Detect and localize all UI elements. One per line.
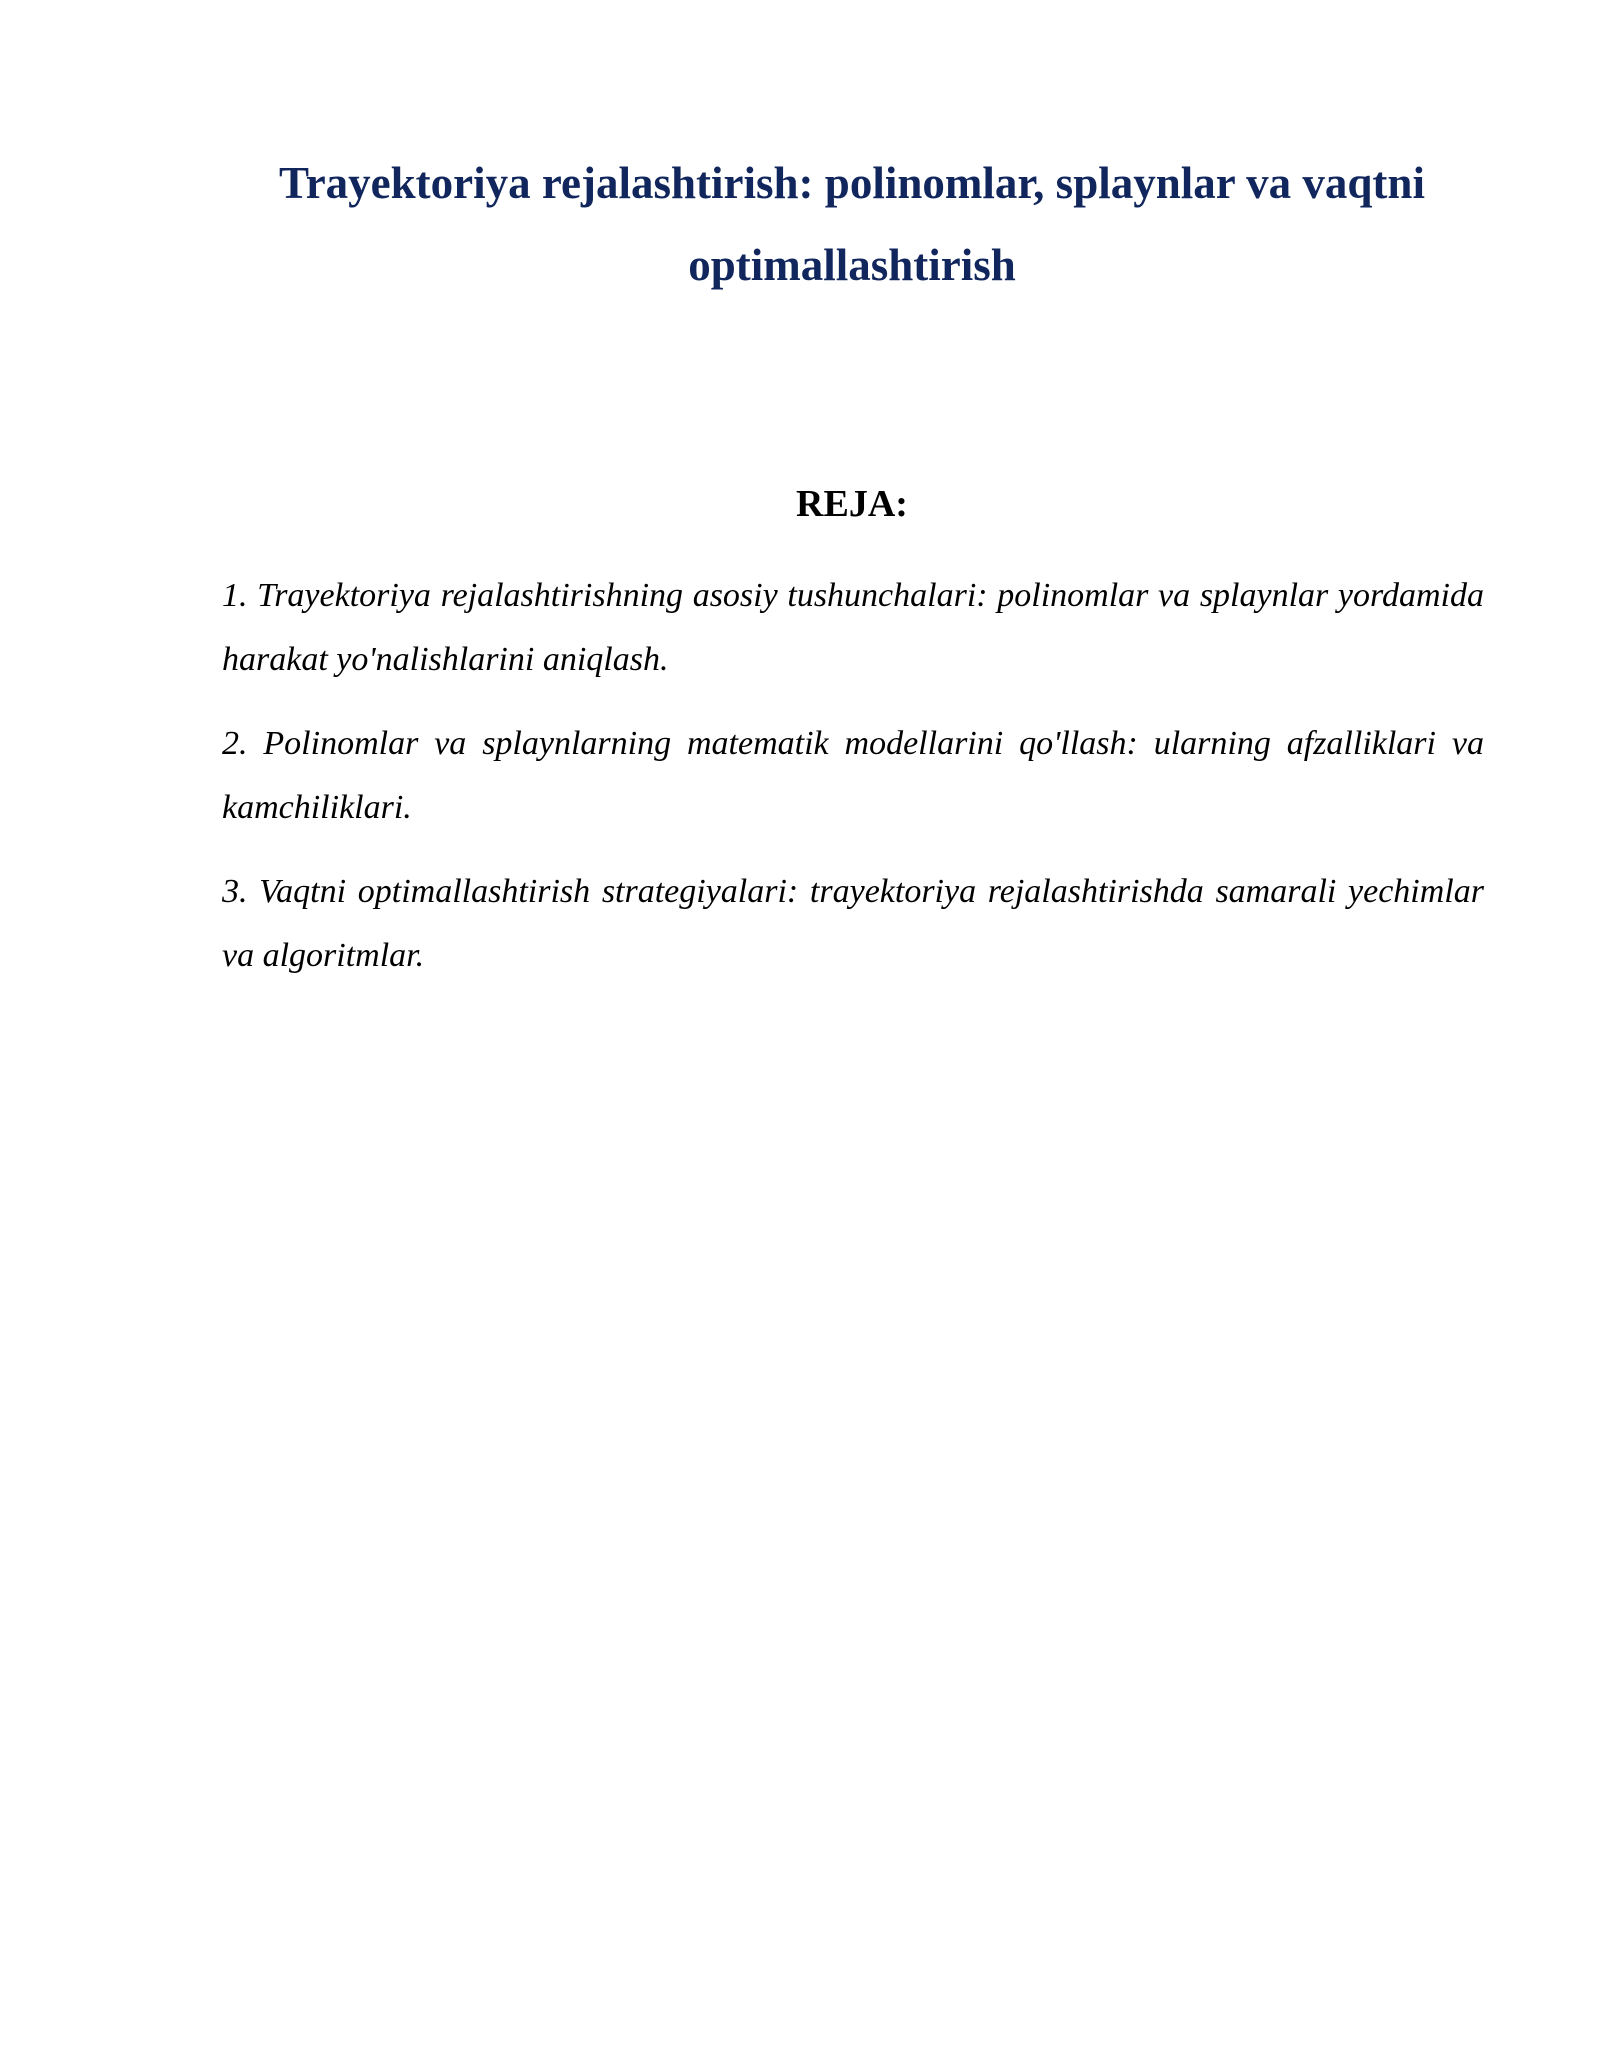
plan-item-1: 1. Trayektoriya rejalashtirishning asosiy tushunchalari: polinomlar va splaynlar yordamida harakat yo'nalishlarini aniqlash. — [222, 577, 1484, 678]
document-title: Trayektoriya rejalashtirish: polinomlar, splaynlar va vaqtni optimallashtirish — [279, 158, 1425, 290]
plan-list — [222, 564, 1484, 1008]
plan-item-3: 3. Vaqtni optimallashtirish strategiyalari: trayektoriya rejalashtirishda samarali yechimlar va algoritmlar. — [222, 873, 1484, 974]
plan-item-2: 2. Polinomlar va splaynlarning matematik modellarini qo'llash: ularning afzalliklari va kamchiliklari. — [222, 725, 1484, 826]
plan-heading: REJA: — [796, 483, 908, 525]
